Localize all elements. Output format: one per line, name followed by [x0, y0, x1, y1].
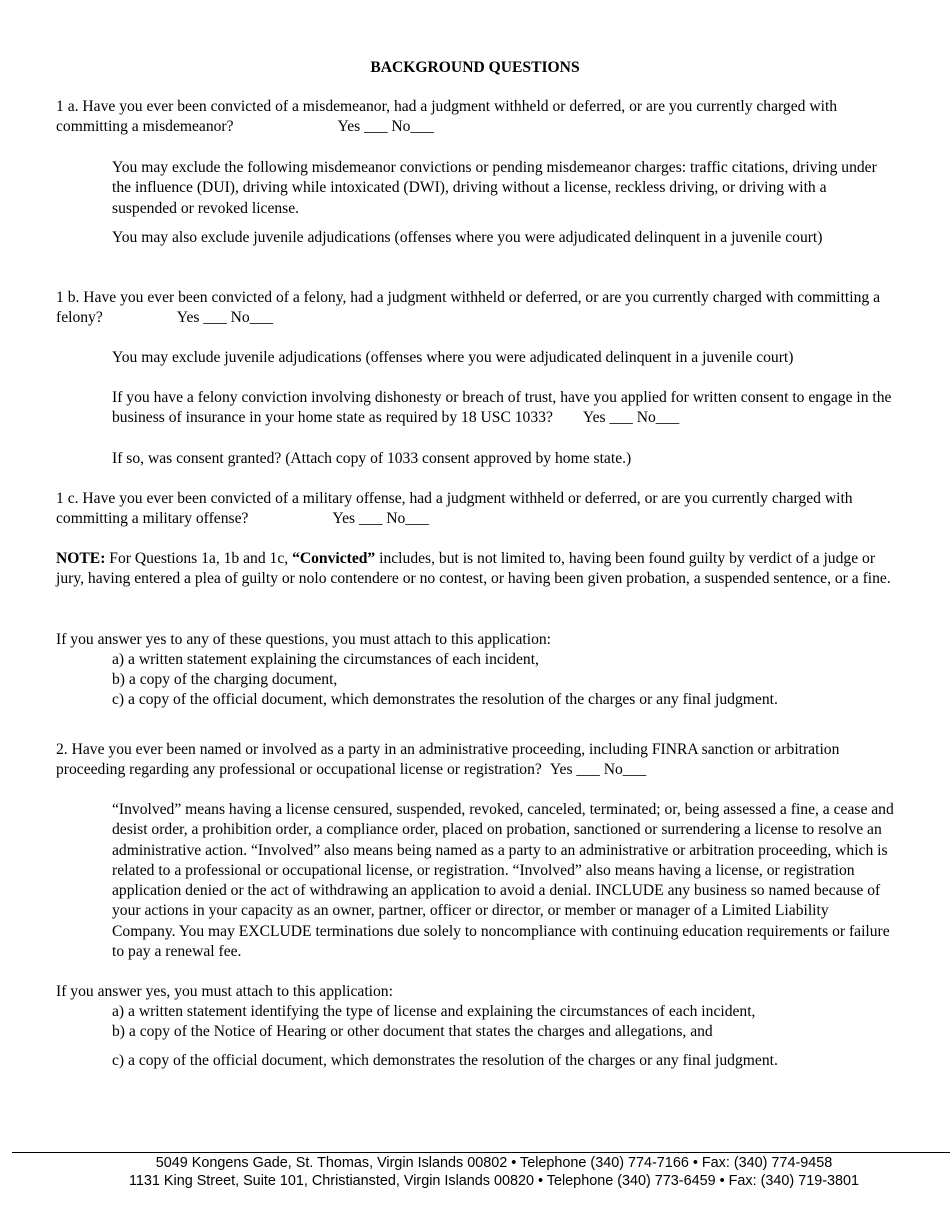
question-1b-yes-no[interactable]: Yes ___ No___ [176, 309, 274, 327]
question-2-text: 2. Have you ever been named or involved as a party in an administrative proceeding, including FINRA sanction or arbitration proceeding regarding any professional or occupational license or registration? [56, 741, 840, 779]
convicted-note [56, 549, 896, 590]
attach-1-item-a: a) a written statement explaining the circumstances of each incident, [112, 651, 539, 668]
question-1c-yes-no[interactable]: Yes ___ No___ [332, 510, 429, 528]
question-2 [56, 740, 896, 781]
footer-divider [12, 1152, 950, 1153]
question-1a-text: 1 a. Have you ever been convicted of a misdemeanor, had a judgment withheld or deferred, or are you currently charged with committing a misdemeanor? [56, 98, 838, 136]
question-1b-note-3: If so, was consent granted? (Attach copy of 1033 consent approved by home state.) [112, 450, 632, 467]
footer-address-christiansted: 1131 King Street, Suite 101, Christiansted, Virgin Islands 00820 • Telephone (340) 773-6459 • Fax: (340) 719-3801 [128, 1173, 860, 1189]
question-1a-note-1: You may exclude the following misdemeanor convictions or pending misdemeanor charges: traffic citations, driving under the influence (DUI), driving while intoxicated (DWI), driving without a license, reckless driving, or driving with a suspended or revoked license. [112, 159, 877, 217]
attach-2-intro: If you answer yes, you must attach to this application: [56, 983, 393, 1000]
attach-2-item-b: b) a copy of the Notice of Hearing or other document that states the charges and allegations, and [112, 1023, 713, 1040]
question-1a-note-2: You may also exclude juvenile adjudications (offenses where you were adjudicated delinquent in a juvenile court) [112, 229, 823, 246]
question-1b-note-2-yes-no[interactable]: Yes ___ No___ [582, 409, 680, 427]
question-1b [56, 288, 896, 329]
question-2-yes-no[interactable]: Yes ___ No___ [549, 761, 647, 779]
page-title: BACKGROUND QUESTIONS [370, 59, 580, 76]
question-1a [56, 97, 896, 138]
footer [0, 1154, 950, 1190]
question-1b-note-1: You may exclude juvenile adjudications (offenses where you were adjudicated delinquent in a juvenile court) [112, 349, 794, 366]
footer-address-st-thomas: 5049 Kongens Gade, St. Thomas, Virgin Islands 00802 • Telephone (340) 774-7166 • Fax: (340) 774-9458 [155, 1155, 833, 1171]
question-1b-text: 1 b. Have you ever been convicted of a felony, had a judgment withheld or deferred, or are you currently charged with committing a felony? [56, 289, 881, 327]
question-1a-yes-no[interactable]: Yes ___ No___ [337, 118, 434, 136]
question-1c-text: 1 c. Have you ever been convicted of a military offense, had a judgment withheld or deferred, or are you currently charged with committing a military offense? [56, 490, 853, 528]
question-1b-note-2-text: If you have a felony conviction involving dishonesty or breach of trust, have you applied for written consent to engage in the business of insurance in your home state as required by 18 USC 1033? [112, 389, 892, 427]
note-post: includes, but is not limited to, having been found guilty by verdict of a judge or jury, having entered a plea of guilty or nolo contendere or no contest, or having been given probation, a suspended sentence, or a fine. [56, 550, 891, 588]
note-term: “Convicted” [292, 550, 376, 567]
question-1c [56, 489, 896, 530]
note-pre: For Questions 1a, 1b and 1c, [105, 550, 293, 567]
question-1b-note-2 [112, 388, 895, 429]
attach-2-item-c: c) a copy of the official document, which demonstrates the resolution of the charges or any final judgment. [112, 1052, 778, 1069]
attach-1-item-c: c) a copy of the official document, which demonstrates the resolution of the charges or any final judgment. [112, 691, 778, 708]
attach-1-item-b: b) a copy of the charging document, [112, 671, 338, 688]
attach-1-intro: If you answer yes to any of these questions, you must attach to this application: [56, 631, 552, 648]
involved-definition: “Involved” means having a license censured, suspended, revoked, canceled, terminated; or, being assessed a fine, a cease and desist order, a prohibition order, a compliance order, placed on probation, sanctioned or surrendering a license to resolve an administrative action. “Involved” also means being named as a party to an administrative or arbitration proceeding, which is related to a professional or occupational license, or registration. “Involved” also means having a license, or registration application denied or the act of withdrawing an application to avoid a denial. INCLUDE any business so named because of your actions in your capacity as an owner, partner, officer or director, or member or manager of a Limited Liability Company. You may EXCLUDE terminations due solely to noncompliance with continuing education requirements or failure to pay a renewal fee. [112, 801, 894, 961]
attach-2-item-a: a) a written statement identifying the type of license and explaining the circumstances of each incident, [112, 1003, 756, 1020]
note-label: NOTE: [56, 550, 106, 567]
